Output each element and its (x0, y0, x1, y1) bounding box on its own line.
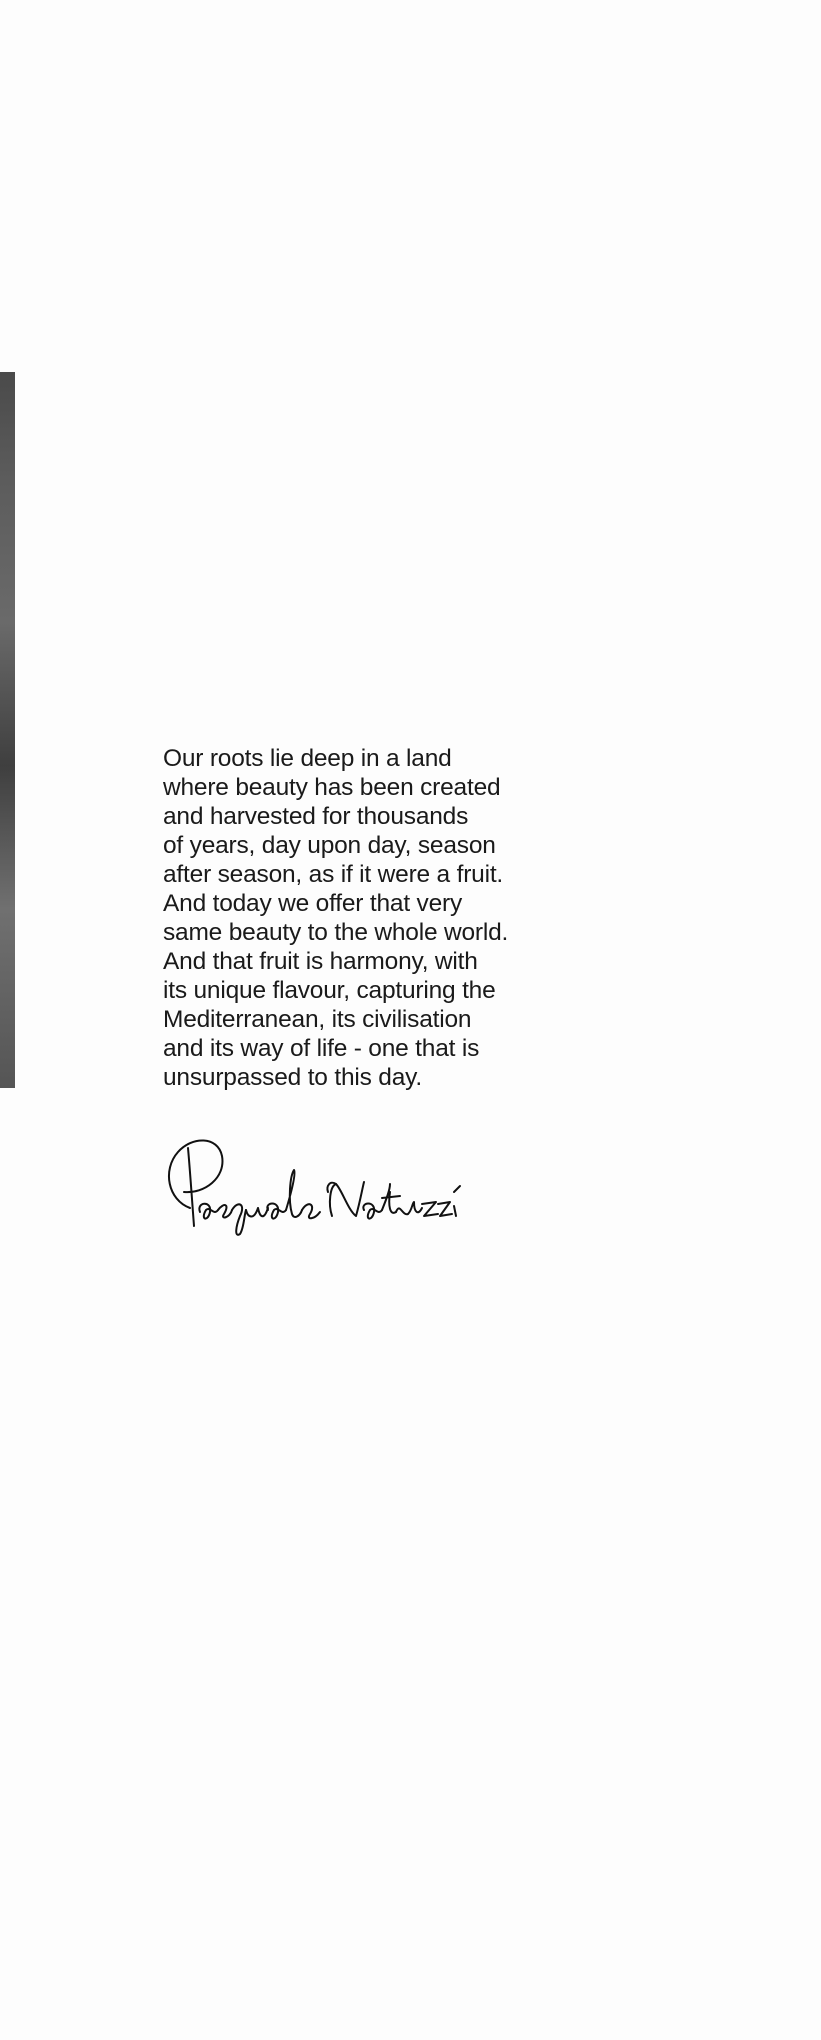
intro-line: of years, day upon day, season (163, 832, 496, 859)
intro-paragraph (163, 744, 563, 1092)
intro-line: and harvested for thousands (163, 803, 469, 830)
intro-line: after season, as if it were a fruit. (163, 861, 504, 888)
intro-line: same beauty to the whole world. (163, 919, 509, 946)
intro-line: And today we offer that very (163, 890, 463, 917)
portrait-photo-edge (0, 372, 15, 1088)
handwritten-signature (160, 1130, 470, 1260)
intro-line: its unique flavour, capturing the (163, 977, 496, 1004)
intro-line: Mediterranean, its civilisation (163, 1006, 472, 1033)
intro-line: and its way of life - one that is (163, 1035, 480, 1062)
intro-line: And that fruit is harmony, with (163, 948, 478, 975)
intro-line: unsurpassed to this day. (163, 1064, 422, 1091)
intro-line: Our roots lie deep in a land (163, 745, 452, 772)
intro-line: where beauty has been created (163, 774, 501, 801)
